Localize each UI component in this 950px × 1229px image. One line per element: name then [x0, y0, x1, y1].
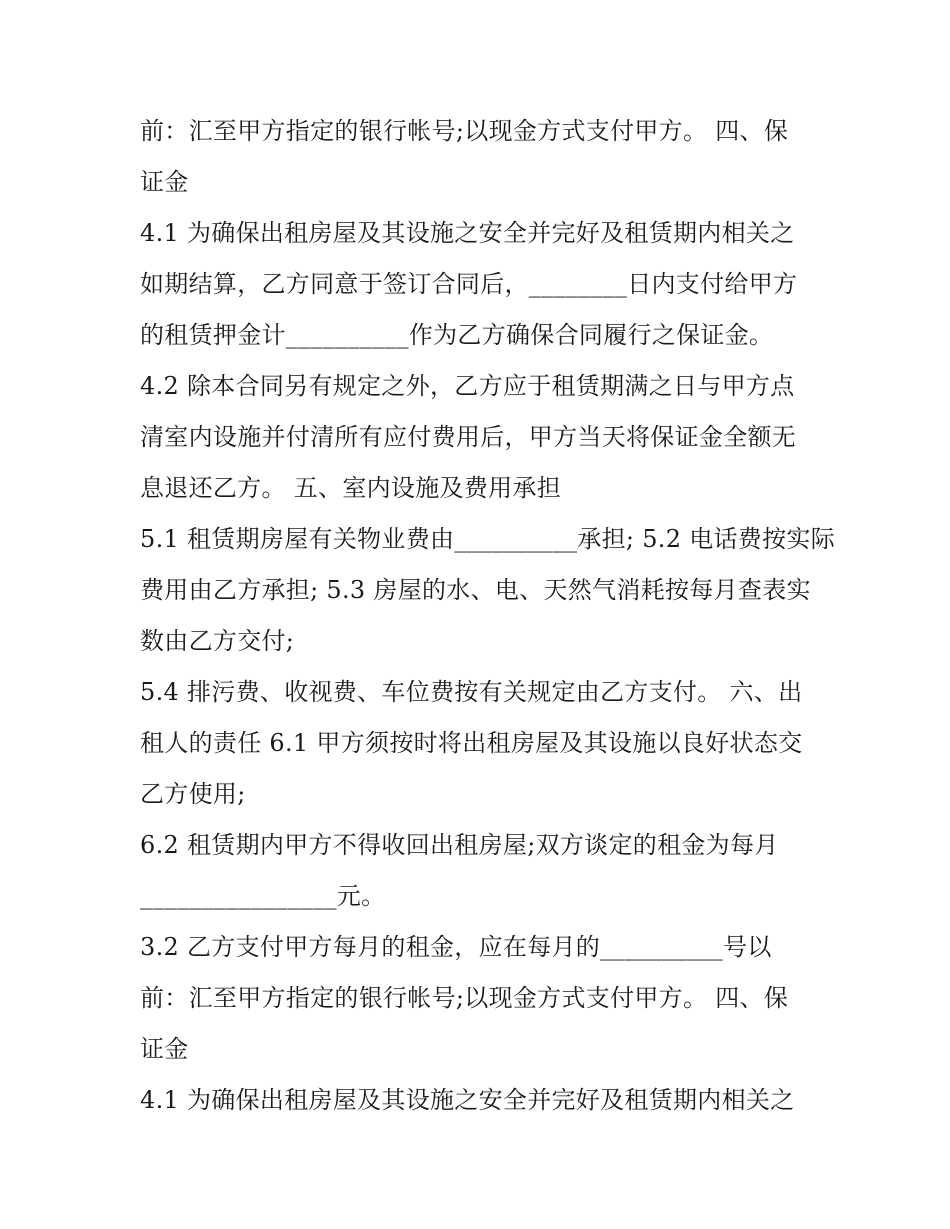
text-line: 费用由乙方承担; 5.3 房屋的水、电、天然气消耗按每月查表实 [140, 576, 811, 604]
text-line: 5.1 租赁期房屋有关物业费由__________承担; 5.2 电话费按实际 [140, 525, 836, 553]
text-line: 的租赁押金计__________作为乙方确保合同履行之保证金。 [140, 321, 774, 349]
text-line: 5.4 排污费、收视费、车位费按有关规定由乙方支付。 六、出 [140, 678, 803, 706]
text-line: 息退还乙方。 五、室内设施及费用承担 [140, 474, 562, 502]
text-line: 3.2 乙方支付甲方每月的租金，应在每月的__________号以 [140, 933, 772, 961]
text-line: 4.2 除本合同另有规定之外，乙方应于租赁期满之日与甲方点 [140, 372, 795, 400]
text-line: 数由乙方交付; [140, 627, 295, 655]
text-line: 证金 [140, 1035, 189, 1063]
text-line: 清室内设施并付清所有应付费用后，甲方当天将保证金全额无 [140, 423, 797, 451]
text-line: 乙方使用; [140, 780, 246, 808]
document-body [140, 106, 836, 1126]
text-line: 6.2 租赁期内甲方不得收回出租房屋;双方谈定的租金为每月 [140, 831, 779, 859]
text-line: 前：汇至甲方指定的银行帐号;以现金方式支付甲方。 四、保 [140, 117, 789, 145]
text-line: 前：汇至甲方指定的银行帐号;以现金方式支付甲方。 四、保 [140, 984, 789, 1012]
text-line: 租人的责任 6.1 甲方须按时将出租房屋及其设施以良好状态交 [140, 729, 803, 757]
text-line: 4.1 为确保出租房屋及其设施之安全并完好及租赁期内相关之 [140, 219, 795, 247]
text-line: 4.1 为确保出租房屋及其设施之安全并完好及租赁期内相关之 [140, 1086, 795, 1114]
text-line: ________________元。 [140, 882, 386, 910]
text-line: 证金 [140, 168, 189, 196]
text-line: 如期结算，乙方同意于签订合同后，________日内支付给甲方 [140, 270, 798, 298]
